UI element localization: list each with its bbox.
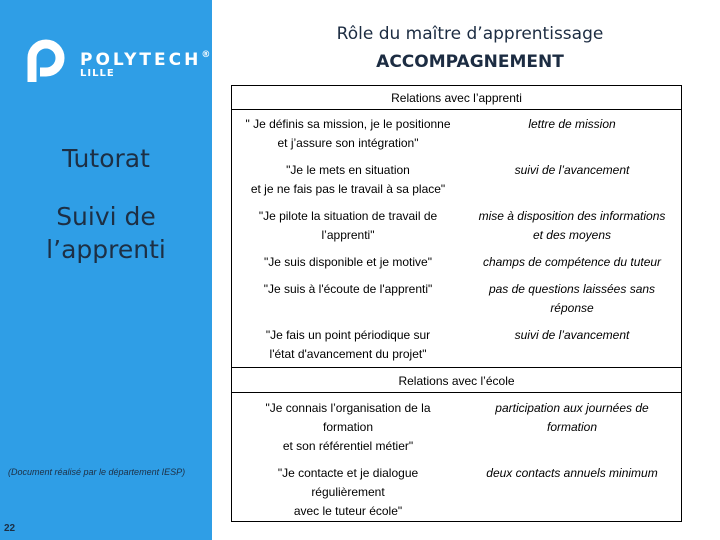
table-cell-right: suivi de l’avancement [514, 163, 630, 177]
table-cell-right: participation aux journées de formation [495, 401, 649, 434]
logo-wordmark: POLYTECH® [80, 50, 211, 70]
table-cell-left: " Je définis sa mission, je le positionne et j’assure son intégration" [245, 117, 451, 150]
table-cell-right: pas de questions laissées sans réponse [488, 282, 656, 315]
table-cell-right: champs de compétence du tuteur [482, 255, 662, 269]
page-title: Rôle du maître d’apprentissage [336, 24, 604, 44]
table-cell-left: "Je le mets en situation et je ne fais pas le travail à sa place" [250, 163, 446, 196]
polytech-logo-icon [18, 32, 70, 88]
section-header-apprenti: Relations avec l’apprenti [391, 91, 522, 105]
table-cell-right: suivi de l’avancement [514, 328, 630, 342]
section-divider [231, 109, 682, 110]
document-note: (Document réalisé par le département IESP) [8, 467, 186, 477]
sidebar-heading-apprenti: l’apprenti [46, 235, 166, 264]
logo-city: LILLE [80, 68, 115, 79]
table-cell-right: deux contacts annuels minimum [486, 466, 658, 480]
section-divider [231, 367, 682, 368]
table-cell-right: lettre de mission [528, 117, 616, 131]
table-cell-left: "Je suis disponible et je motive" [264, 255, 432, 269]
table-cell-right: mise à disposition des informations et des moyens [478, 209, 666, 242]
table-cell-left: "Je pilote la situation de travail de l’apprenti" [258, 209, 438, 242]
table-cell-left: "Je connais l’organisation de la formation et son référentiel métier" [265, 401, 431, 453]
sidebar-heading-tutorat: Tutorat [62, 144, 150, 173]
section-divider [231, 392, 682, 393]
section-header-ecole: Relations avec l’école [398, 374, 515, 388]
table-cell-left: "Je contacte et je dialogue régulièrement avec le tuteur école" [277, 466, 419, 518]
page-number: 22 [4, 523, 16, 534]
sidebar-heading-suivi: Suivi de [56, 202, 156, 231]
table-cell-left: "Je fais un point périodique sur l'état d'avancement du projet" [265, 328, 431, 361]
sidebar [0, 0, 212, 540]
table-cell-left: "Je suis à l'écoute de l'apprenti" [263, 282, 433, 296]
page-subtitle: ACCOMPAGNEMENT [376, 52, 564, 72]
